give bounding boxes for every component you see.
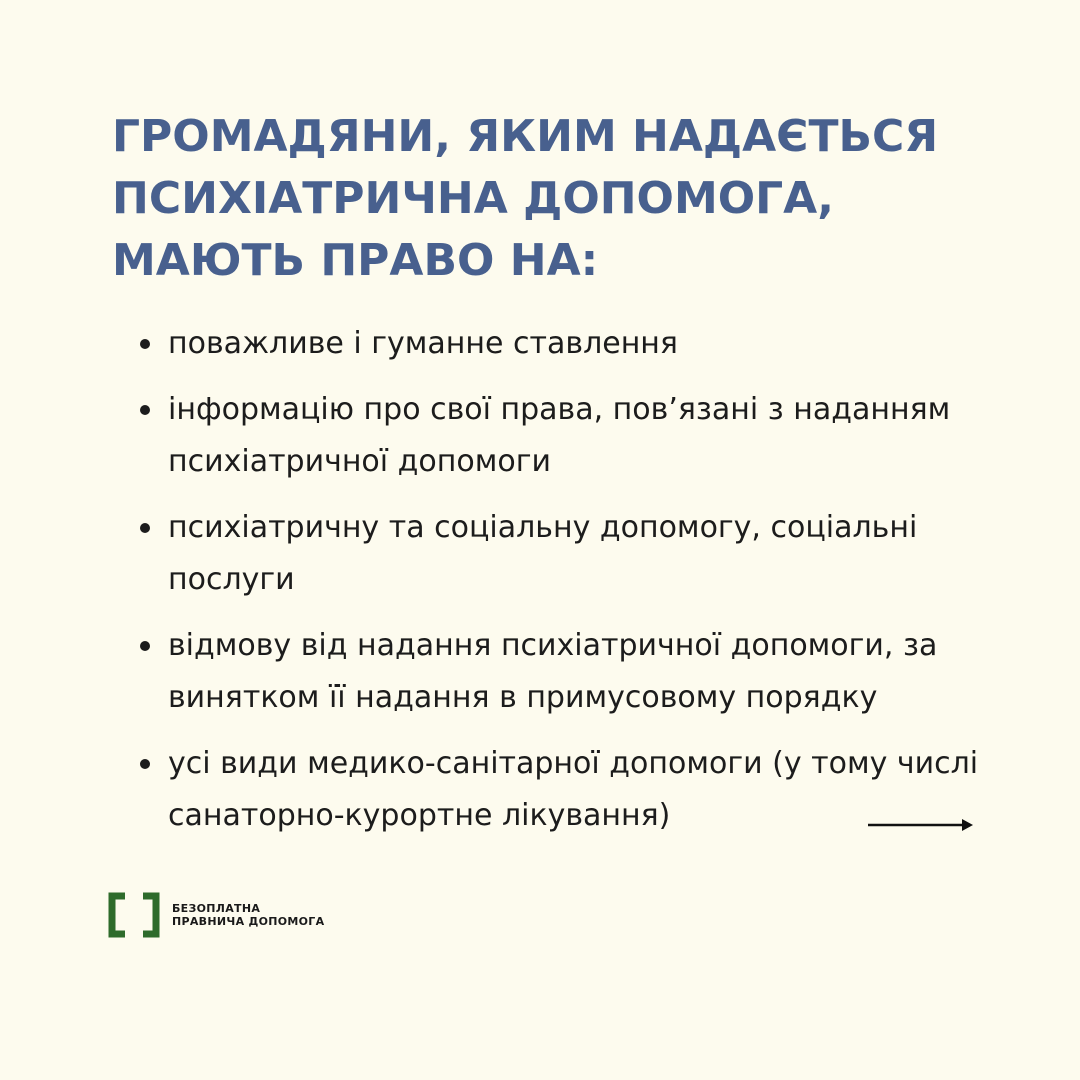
list-item: психіатричну та соціальну допомогу, соціальні послуги <box>136 502 996 606</box>
logo-text-line1: БЕЗОПЛАТНА <box>172 902 261 915</box>
list-item: інформацію про свої права, пов’язані з наданням психіатричної допомоги <box>136 384 996 488</box>
page-title: ГРОМАДЯНИ, ЯКИМ НАДАЄТЬСЯ ПСИХІАТРИЧНА ДОПОМОГА, МАЮТЬ ПРАВО НА: <box>112 111 939 286</box>
logo-text <box>172 902 324 928</box>
logo <box>108 892 324 938</box>
list-item: поважливе і гуманне ставлення <box>136 318 996 370</box>
arrow-right-icon[interactable] <box>868 816 974 834</box>
logo-text-line2: ПРАВНИЧА ДОПОМОГА <box>172 915 325 928</box>
rights-list <box>136 318 996 856</box>
bracket-logo-icon <box>108 892 160 938</box>
list-item: усі види медико-санітарної допомоги (у тому числі санаторно-курортне лікування) <box>136 738 996 842</box>
list-item: відмову від надання психіатричної допомоги, за винятком її надання в примусовому порядку <box>136 620 996 724</box>
